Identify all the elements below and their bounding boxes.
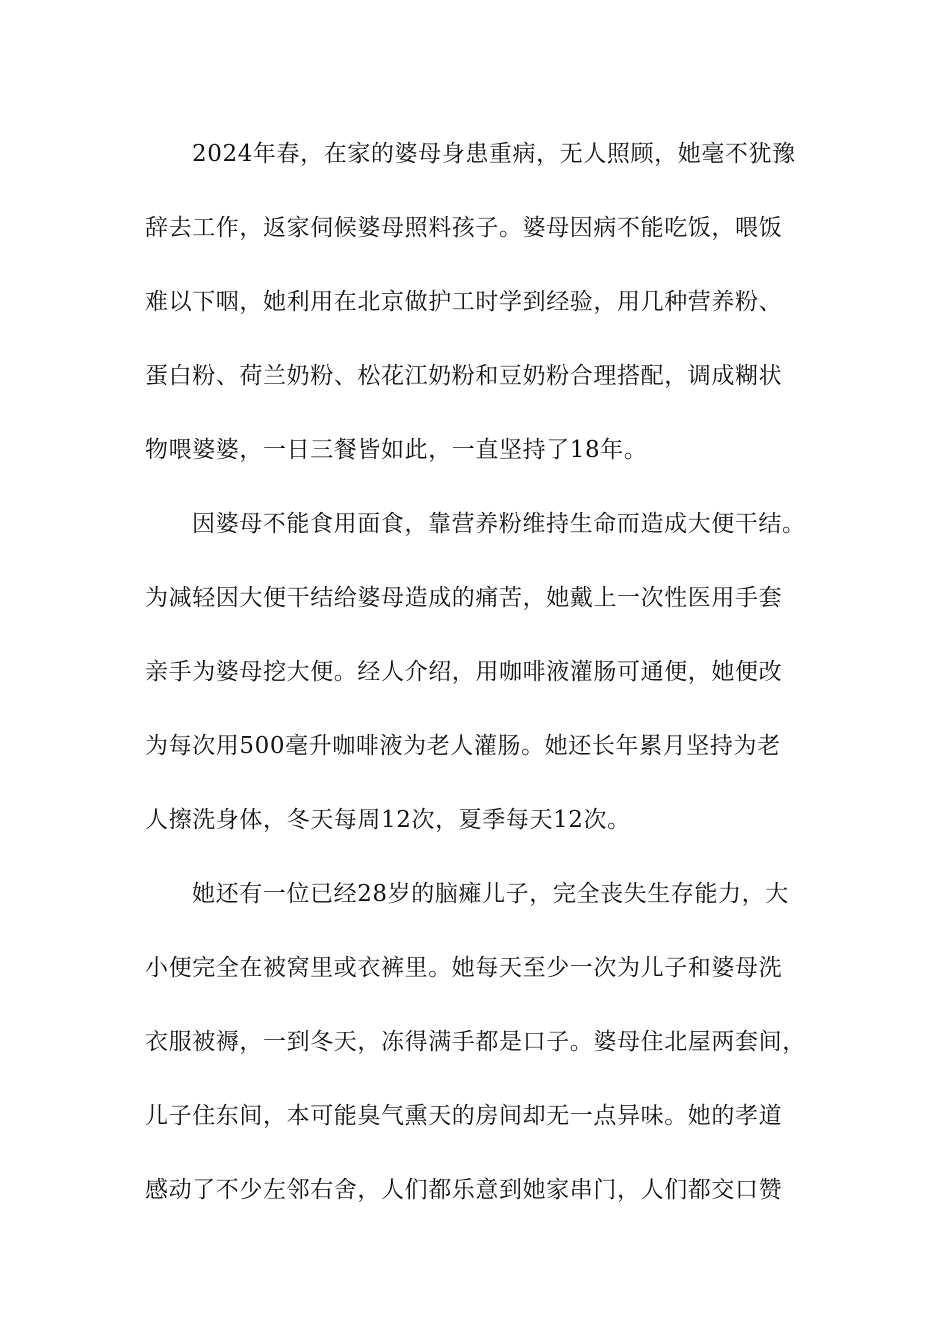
paragraph-3-line-5: 感动了不少左邻右舍，人们都乐意到她家串门，人们都交口赞 bbox=[145, 1177, 783, 1203]
paragraph-2-line-4: 为每次用500毫升咖啡液为老人灌肠。她还长年累月坚持为老 bbox=[145, 733, 781, 759]
paragraph-2-line-2: 为减轻因大便干结给婆母造成的痛苦，她戴上一次性医用手套 bbox=[145, 585, 783, 611]
paragraph-1-line-5: 物喂婆婆，一日三餐皆如此，一直坚持了18年。 bbox=[145, 437, 648, 463]
paragraph-2-line-3: 亲手为婆母挖大便。经人介绍，用咖啡液灌肠可通便，她便改 bbox=[145, 659, 783, 685]
paragraph-1-line-2: 辞去工作，返家伺候婆母照料孩子。婆母因病不能吃饭，喂饭 bbox=[145, 215, 783, 241]
paragraph-3-line-1: 她还有一位已经28岁的脑瘫儿子，完全丧失生存能力，大 bbox=[192, 881, 789, 907]
paragraph-3-line-4: 儿子住东间，本可能臭气熏天的房间却无一点异味。她的孝道 bbox=[145, 1103, 783, 1129]
paragraph-3-line-2: 小便完全在被窝里或衣裤里。她每天至少一次为儿子和婆母洗 bbox=[145, 955, 783, 981]
paragraph-1-line-3: 难以下咽，她利用在北京做护工时学到经验，用几种营养粉、 bbox=[145, 289, 783, 315]
paragraph-2-line-5: 人擦洗身体，冬天每周12次，夏季每天12次。 bbox=[145, 807, 631, 833]
paragraph-2-line-1: 因婆母不能食用面食，靠营养粉维持生命而造成大便干结。 bbox=[192, 511, 806, 537]
paragraph-1-line-4: 蛋白粉、荷兰奶粉、松花江奶粉和豆奶粉合理搭配，调成糊状 bbox=[145, 363, 783, 389]
body-text bbox=[145, 132, 807, 1242]
paragraph-1-line-1: 2024年春，在家的婆母身患重病，无人照顾，她毫不犹豫 bbox=[192, 141, 796, 167]
paragraph-3-line-3: 衣服被褥，一到冬天，冻得满手都是口子。婆母住北屋两套间， bbox=[145, 1029, 806, 1055]
